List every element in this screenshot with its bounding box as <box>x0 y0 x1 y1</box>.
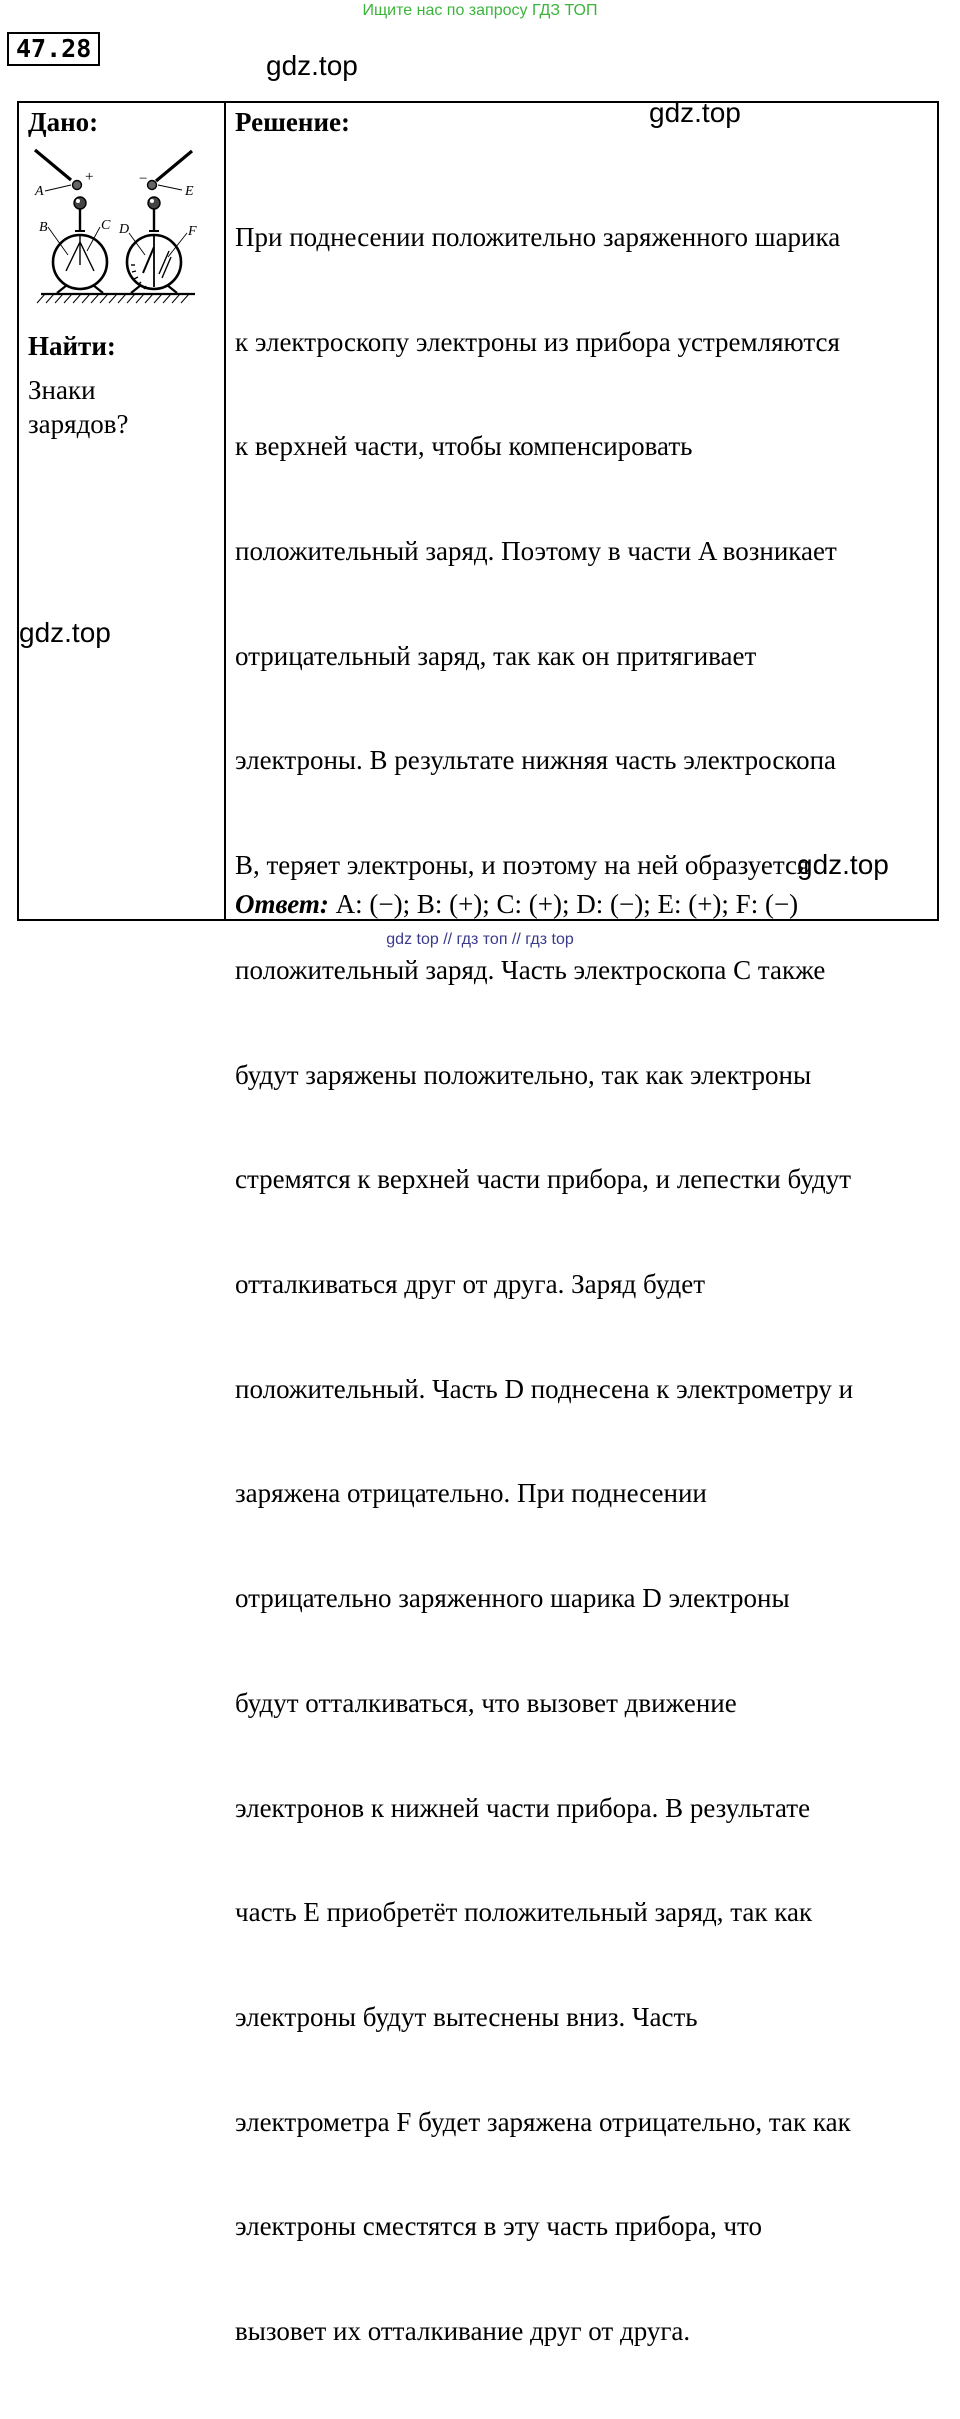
footer-links: gdz top // гдз топ // гдз top <box>386 931 574 948</box>
solution-line: будут отталкиваться, что вызовет движение <box>235 1687 737 1718</box>
figure-label-f: F <box>188 224 197 239</box>
solution-line: заряжена отрицательно. При поднесении <box>235 1478 707 1509</box>
figure-label-c: C <box>101 218 111 233</box>
problem-number: 47.28 <box>7 32 100 66</box>
figure-label-plus: + <box>85 169 94 185</box>
given-heading: Дано: <box>28 107 99 137</box>
solution-line: вызовет их отталкивание друг от друга. <box>235 2316 691 2347</box>
solution-line: положительный заряд. Поэтому в части A возникает <box>235 535 837 566</box>
watermark: gdz.top <box>266 50 358 81</box>
top-banner: Ищите нас по запросу ГДЗ ТОП <box>362 2 598 19</box>
solution-line: часть E приобретёт положительный заряд, так как <box>235 1897 813 1928</box>
figure-label-minus: − <box>139 171 148 187</box>
solution-heading: Решение: <box>235 107 350 137</box>
figure-label-b: B <box>39 220 48 235</box>
solution-line: отталкиваться друг от друга. Заряд будет <box>235 1269 706 1299</box>
solution-line: электроны будут вытеснены вниз. Часть <box>235 2002 698 2033</box>
answer <box>235 889 798 920</box>
watermark: gdz.top <box>797 849 889 880</box>
solution-line: отрицательно заряженного шарика D электроны <box>235 1583 790 1614</box>
solution-line: положительный. Часть D поднесена к электрометру и <box>235 1373 854 1404</box>
find-question <box>28 373 218 441</box>
answer-label: Ответ: <box>235 889 329 919</box>
figure-label-d: D <box>119 222 130 237</box>
given-column <box>19 103 224 919</box>
find-line: зарядов? <box>28 409 129 439</box>
solution-line: электрометра F будет заряжена отрицательно, так как <box>235 2106 851 2137</box>
solution-line: При поднесении положительно заряженного шарика <box>235 221 841 252</box>
solution-line: будут заряжены положительно, так как электроны <box>235 1059 812 1090</box>
find-line: Знаки <box>28 375 96 405</box>
solution-line: отрицательный заряд, так как он притягивает <box>235 640 757 671</box>
electroscope-figure <box>35 147 200 312</box>
answer-text: A: (−); B: (+); C: (+); D: (−); E: (+); F: (−) <box>328 889 799 919</box>
solution-line: электроны. В результате нижняя часть электроскопа <box>235 745 837 776</box>
solution-line: B, теряет электроны, и поэтому на ней образуется <box>235 850 810 881</box>
solution-line: положительный заряд. Часть электроскопа C также <box>235 954 826 985</box>
figure-label-a: A <box>35 184 44 199</box>
solution-line: к верхней части, чтобы компенсировать <box>235 431 693 462</box>
solution-line: к электроскопу электроны из прибора устремляются <box>235 326 840 357</box>
figure-label-e: E <box>185 184 194 199</box>
solution-line: электроны сместятся в эту часть прибора, что <box>235 2211 762 2242</box>
watermark: gdz.top <box>19 617 111 648</box>
solution-line: стремятся к верхней части прибора, и лепестки будут <box>235 1164 852 1195</box>
solution-line: электронов к нижней части прибора. В результате <box>235 1792 811 1823</box>
watermark: gdz.top <box>649 97 741 128</box>
solution-text <box>235 150 935 2419</box>
find-heading: Найти: <box>28 331 116 361</box>
